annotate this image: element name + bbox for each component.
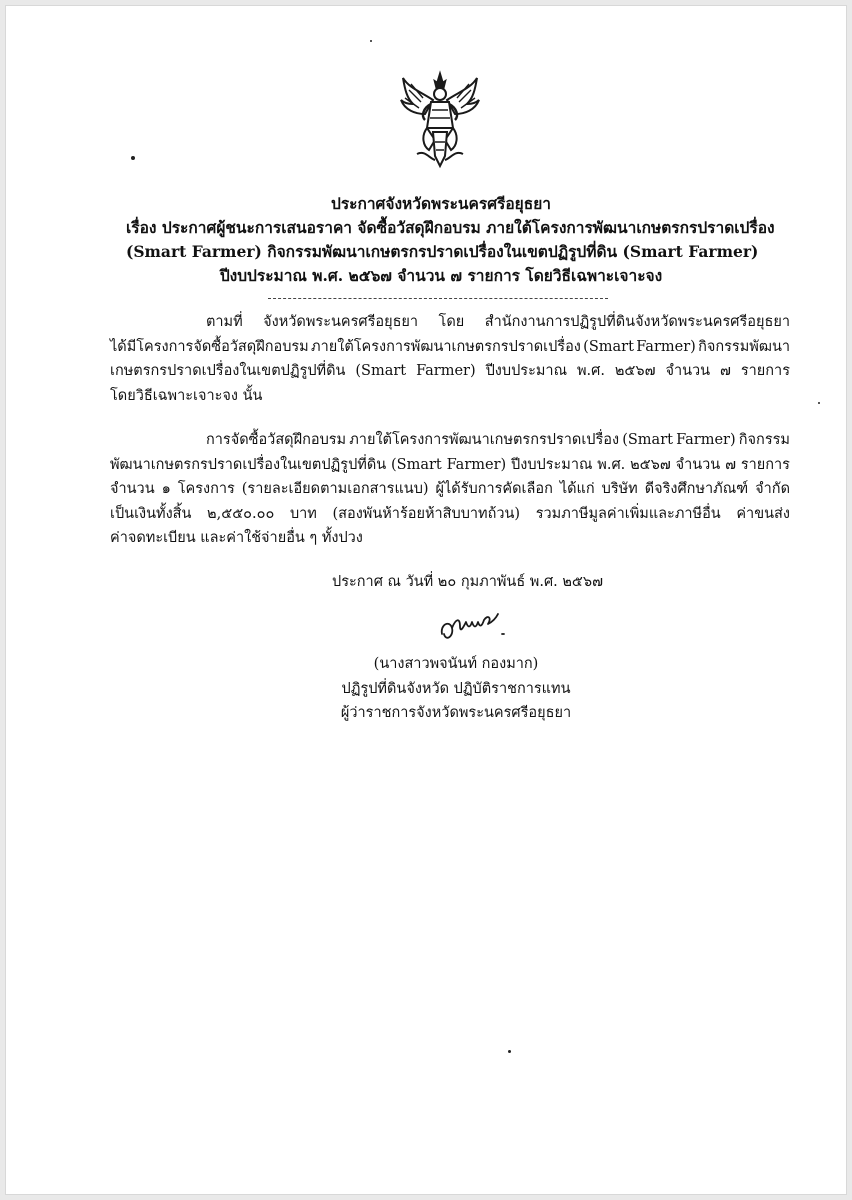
document-page: [6, 6, 846, 1194]
signer-position: ผู้ว่าราชการจังหวัดพระนครศรีอยุธยา: [340, 705, 572, 721]
scan-speck: [131, 156, 135, 160]
text-line: พัฒนาเกษตรกรปราดเปรื่องในเขตปฏิรูปที่ดิน (Smart Farmer) ปีงบประมาณ พ.ศ. ๒๕๖๗ จำนวน ๗ รายการ: [110, 456, 790, 473]
title-line: ประกาศจังหวัดพระนครศรีอยุธยา: [330, 194, 551, 213]
signer-name: (นางสาวพจนันท์ กองมาก): [373, 656, 539, 672]
text-line: ค่าจดทะเบียน และค่าใช้จ่ายอื่น ๆ ทั้งปวง: [110, 530, 363, 546]
paragraph-background: [110, 310, 790, 408]
paragraph-award: [110, 428, 790, 551]
scan-speck: [508, 1050, 511, 1053]
title-line: ปีงบประมาณ พ.ศ. ๒๕๖๗ จำนวน ๗ รายการ โดยวิธีเฉพาะเจาะจง: [219, 266, 663, 285]
signer-position: ปฏิรูปที่ดินจังหวัด ปฏิบัติราชการแทน: [341, 680, 571, 697]
signer-block: [326, 652, 586, 726]
text-line: เป็นเงินทั้งสิ้น ๒,๕๕๐.๐๐ บาท (สองพันห้าร้อยห้าสิบบาทถ้วน) รวมภาษีมูลค่าเพิ่มและภาษีอื่น ค่าขนส่ง: [110, 505, 790, 522]
title-line: เรื่อง ประกาศผู้ชนะการเสนอราคา จัดซื้อวัสดุฝึกอบรม ภายใต้โครงการพัฒนาเกษตรกรปราดเปรื่อง: [126, 218, 775, 237]
scan-speck: [370, 40, 372, 42]
scan-speck: [818, 402, 820, 404]
announcement-title: [126, 192, 775, 288]
text-line: จำนวน ๑ โครงการ (รายละเอียดตามเอกสารแนบ) ผู้ได้รับการคัดเลือก ได้แก่ บริษัท ดีจริงศึกษาภัณฑ์ จำกัด: [110, 481, 790, 497]
dashed-divider: [268, 298, 608, 299]
text-line: ตามที่ จังหวัดพระนครศรีอยุธยา โดย สำนักงานการปฏิรูปที่ดินจังหวัดพระนครศรีอยุธยา: [206, 314, 790, 330]
text-line: เกษตรกรปราดเปรื่องในเขตปฏิรูปที่ดิน (Smart Farmer) ปีงบประมาณ พ.ศ. ๒๕๖๗ จำนวน ๗ รายการ: [110, 363, 790, 379]
announce-date: ประกาศ ณ วันที่ ๒๐ กุมภาพันธ์ พ.ศ. ๒๕๖๗: [332, 574, 604, 590]
text-line: การจัดซื้อวัสดุฝึกอบรม ภายใต้โครงการพัฒนาเกษตรกรปราดเปรื่อง (Smart Farmer) กิจกรรม: [206, 432, 790, 448]
garuda-emblem-icon: [399, 70, 481, 172]
handwritten-signature-icon: [436, 604, 516, 648]
text-line: ได้มีโครงการจัดซื้อวัสดุฝึกอบรม ภายใต้โครงการพัฒนาเกษตรกรปราดเปรื่อง (Smart Farmer) กิจกรรมพัฒนา: [110, 338, 790, 355]
text-line: โดยวิธีเฉพาะเจาะจง นั้น: [110, 387, 263, 404]
title-line: (Smart Farmer) กิจกรรมพัฒนาเกษตรกรปราดเปรื่องในเขตปฏิรูปที่ดิน (Smart Farmer): [126, 242, 759, 261]
